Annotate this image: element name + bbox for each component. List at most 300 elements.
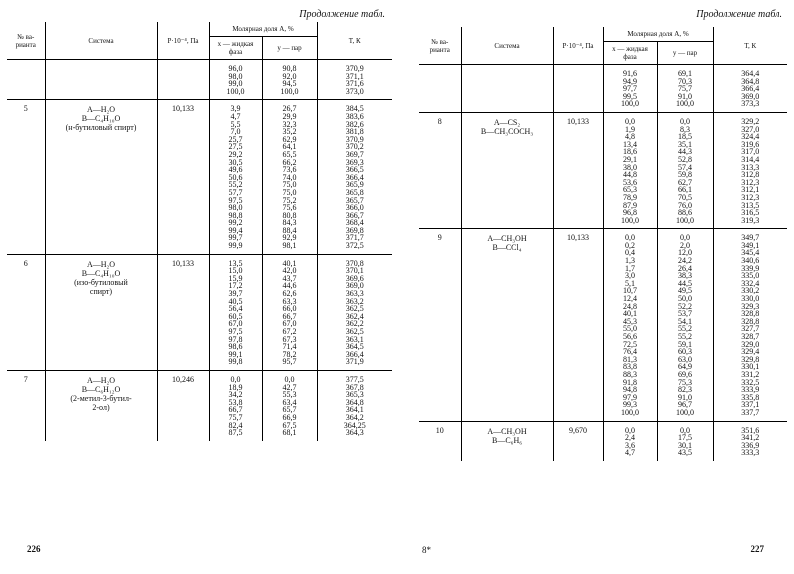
vapor-fraction-value: 67,0: [282, 319, 297, 329]
vapor-fraction-value: 66,7: [282, 311, 297, 321]
vapor-fraction-value: 95,7: [282, 357, 297, 367]
temperature-value: 365,3: [345, 390, 364, 400]
liquid-fraction-value: 97,9: [623, 392, 637, 402]
table-row: [7, 254, 392, 370]
header-pressure: P·10⁻⁴, Па: [157, 22, 209, 60]
vapor-fraction-value: 44,3: [678, 147, 692, 157]
liquid-fraction-value: 0,0: [625, 233, 635, 243]
temperature-value: 341,2: [741, 433, 760, 443]
vapor-fraction-value: 100,0: [676, 215, 694, 225]
liquid-fraction-value: 29,1: [623, 154, 637, 164]
temperature-value: 362,4: [345, 311, 364, 321]
liquid-fraction-value: 29,2: [228, 149, 243, 159]
system-line: 2-ол): [92, 402, 110, 412]
liquid-fraction-value: 1,7: [625, 263, 635, 273]
temperature-value: 369,0: [345, 281, 364, 291]
vapor-fraction-value: 75,0: [282, 187, 297, 197]
liquid-fraction-value: 53,6: [623, 177, 637, 187]
temperature-value: 362,5: [345, 327, 364, 336]
temperature-value: 314,4: [741, 154, 760, 164]
temperature-column: [317, 60, 392, 100]
system-cell: [45, 100, 157, 254]
variant-number: 5: [23, 104, 28, 114]
liquid-fraction-value: 0,0: [625, 425, 635, 435]
vapor-fraction-value: 73,6: [282, 165, 297, 175]
temperature-value: 319,6: [741, 139, 760, 149]
temperature-value: 363,1: [345, 334, 364, 344]
liquid-fraction-value: 78,9: [623, 192, 637, 202]
temperature-value: 372,5: [345, 241, 364, 251]
temperature-value: 364,2: [345, 412, 364, 422]
liquid-fraction-value: 53,8: [228, 397, 243, 407]
liquid-fraction-value: 3,0: [625, 271, 635, 281]
temperature-value: 362,5: [345, 304, 364, 314]
vapor-fraction-value: 100,0: [676, 407, 694, 417]
temperature-column: [317, 370, 392, 440]
liquid-fraction-column: [603, 421, 657, 461]
system-cell: [45, 254, 157, 370]
temperature-value: 329,8: [741, 354, 760, 364]
variant-number: 6: [23, 258, 28, 268]
liquid-fraction-value: 1,9: [625, 124, 635, 134]
temperature-value: 369,8: [345, 225, 364, 235]
temperature-column: [713, 65, 787, 113]
temperature-value: 364,8: [741, 76, 760, 86]
table-row: [7, 370, 392, 440]
vapor-fraction-value: 76,0: [678, 200, 692, 210]
vapor-fraction-value: 66,2: [282, 157, 297, 167]
temperature-value: 366,0: [345, 203, 364, 213]
liquid-fraction-value: 99,3: [623, 400, 637, 410]
vapor-fraction-value: 26,7: [282, 104, 297, 114]
liquid-fraction-value: 5,1: [625, 278, 635, 288]
temperature-value: 349,1: [741, 240, 760, 250]
vapor-fraction-value: 60,3: [678, 347, 692, 357]
liquid-fraction-value: 34,2: [228, 390, 243, 400]
vapor-fraction-column: [262, 370, 317, 440]
temperature-value: 365,8: [345, 187, 364, 197]
liquid-fraction-value: 81,3: [623, 354, 637, 364]
vapor-fraction-value: 12,0: [678, 248, 692, 258]
temperature-value: 335,8: [741, 392, 760, 402]
vapor-fraction-column: [657, 112, 713, 228]
temperature-value: 370,9: [345, 134, 364, 144]
vapor-fraction-value: 24,2: [678, 256, 692, 266]
liquid-fraction-value: 67,0: [228, 319, 243, 329]
temperature-value: 330,1: [741, 362, 760, 372]
system-line: B—C₆H₆: [491, 435, 523, 445]
variant-number: [7, 60, 45, 100]
liquid-fraction-column: [603, 65, 657, 113]
variant-number: 8: [437, 116, 442, 126]
vapor-fraction-value: 94,5: [282, 79, 297, 89]
vapor-fraction-value: 42,0: [282, 266, 297, 276]
liquid-fraction-value: 4,8: [625, 132, 635, 142]
variant-number: 10: [435, 425, 444, 435]
vapor-fraction-value: 82,3: [678, 385, 692, 395]
liquid-fraction-value: 0,2: [625, 240, 635, 250]
temperature-value: 337,1: [741, 400, 760, 410]
temperature-value: 312,1: [741, 185, 760, 195]
temperature-value: 366,4: [345, 172, 364, 182]
liquid-fraction-value: 3,9: [230, 104, 241, 114]
vapor-fraction-column: [657, 421, 713, 461]
temperature-value: 364,4: [741, 69, 760, 78]
temperature-value: 373,0: [345, 86, 364, 96]
vapor-fraction-value: 30,1: [678, 440, 692, 450]
temperature-value: 365,7: [345, 195, 364, 205]
variant-number: [419, 65, 461, 113]
vapor-fraction-value: 52,8: [678, 154, 692, 164]
vapor-fraction-value: 55,2: [678, 324, 692, 334]
vapor-fraction-value: 69,6: [678, 369, 692, 379]
temperature-value: 312,8: [741, 170, 760, 180]
temperature-value: 369,6: [345, 273, 364, 283]
liquid-fraction-value: 99,5: [623, 91, 637, 101]
temperature-value: 333,3: [741, 448, 760, 458]
temperature-value: 370,2: [345, 142, 364, 152]
vapor-fraction-value: 53,7: [678, 309, 692, 319]
temperature-value: 336,9: [741, 440, 760, 450]
vapor-fraction-value: 66,9: [282, 412, 297, 422]
vapor-fraction-value: 75,6: [282, 203, 297, 213]
vapor-fraction-value: 92,9: [282, 233, 297, 243]
vapor-fraction-value: 67,3: [282, 334, 297, 344]
pressure-value: 10,133: [553, 229, 603, 421]
temperature-value: 312,3: [741, 192, 760, 202]
liquid-fraction-value: 30,5: [228, 157, 243, 167]
temperature-value: 370,9: [345, 64, 364, 73]
temperature-value: 328,8: [741, 309, 760, 319]
system-line: (н-бутиловый спирт): [65, 123, 137, 133]
temperature-value: 364,5: [345, 342, 364, 352]
liquid-fraction-value: 99,4: [228, 225, 243, 235]
vapor-fraction-value: 92,0: [282, 71, 297, 81]
liquid-fraction-value: 18,6: [623, 147, 637, 157]
pressure-value: 9,670: [553, 421, 603, 461]
liquid-fraction-value: 100,0: [226, 86, 245, 96]
variant-number: 9: [437, 233, 442, 243]
vapor-fraction-value: 54,1: [678, 316, 692, 326]
liquid-fraction-value: 0,0: [230, 374, 241, 384]
vapor-fraction-value: 96,7: [678, 400, 692, 410]
header-vapor: y — пар: [262, 37, 317, 60]
liquid-fraction-column: [209, 100, 262, 254]
system-line: спирт): [89, 286, 113, 296]
system-line: A—H₂O: [86, 259, 116, 269]
liquid-fraction-column: [209, 370, 262, 440]
vapor-fraction-value: 78,2: [282, 349, 297, 359]
liquid-fraction-value: 38,0: [623, 162, 637, 172]
vapor-fraction-value: 88,4: [282, 225, 297, 235]
temperature-value: 371,1: [345, 71, 364, 81]
liquid-fraction-value: 18,9: [228, 382, 243, 392]
header-system: Система: [45, 22, 157, 60]
temperature-value: 364,25: [343, 420, 366, 430]
liquid-fraction-value: 98,6: [228, 342, 243, 352]
vapor-fraction-value: 69,1: [678, 69, 692, 78]
temperature-value: 366,7: [345, 210, 364, 220]
table-row: [419, 112, 787, 228]
header-variant: № ва- рианта: [7, 22, 45, 60]
temperature-column: [713, 112, 787, 228]
vapor-fraction-value: 70,5: [678, 192, 692, 202]
liquid-fraction-value: 40,1: [623, 309, 637, 319]
system-cell: [461, 65, 553, 113]
temperature-column: [713, 421, 787, 461]
vapor-fraction-value: 100,0: [676, 99, 694, 109]
liquid-fraction-value: 17,2: [228, 281, 243, 291]
vapor-fraction-value: 68,1: [282, 428, 297, 438]
liquid-fraction-value: 99,0: [228, 79, 243, 89]
temperature-value: 373,3: [741, 99, 760, 109]
liquid-fraction-value: 1,3: [625, 256, 635, 266]
vapor-fraction-column: [262, 100, 317, 254]
vapor-fraction-value: 29,9: [282, 111, 297, 121]
liquid-fraction-value: 55,0: [623, 324, 637, 334]
temperature-value: 383,6: [345, 111, 364, 121]
temperature-value: 327,7: [741, 324, 760, 334]
vapor-fraction-value: 70,3: [678, 76, 692, 86]
vapor-fraction-value: 63,3: [282, 296, 297, 306]
temperature-value: 329,2: [741, 116, 760, 126]
vapor-fraction-value: 62,9: [282, 134, 297, 144]
temperature-value: 319,3: [741, 215, 760, 225]
liquid-fraction-value: 82,4: [228, 420, 243, 430]
vle-table: [7, 22, 392, 441]
temperature-value: 331,2: [741, 369, 760, 379]
vapor-fraction-column: [262, 254, 317, 370]
vapor-fraction-value: 65,5: [282, 149, 297, 159]
header-temp: T, К: [317, 22, 392, 60]
vapor-fraction-value: 35,2: [282, 127, 297, 137]
temperature-value: 377,5: [345, 374, 364, 384]
temperature-column: [317, 100, 392, 254]
liquid-fraction-value: 50,6: [228, 172, 243, 182]
system-line: B—C₄H₁₀O: [81, 114, 121, 124]
vapor-fraction-value: 38,3: [678, 271, 692, 281]
temperature-value: 364,3: [345, 428, 364, 438]
vapor-fraction-value: 44,6: [282, 281, 297, 291]
liquid-fraction-value: 96,0: [228, 64, 243, 73]
vapor-fraction-value: 66,1: [678, 185, 692, 195]
temperature-value: 382,6: [345, 119, 364, 129]
temperature-value: 324,4: [741, 132, 760, 142]
vapor-fraction-value: 75,7: [678, 84, 692, 94]
vapor-fraction-value: 63,0: [678, 354, 692, 364]
vapor-fraction-value: 98,1: [282, 241, 297, 251]
pressure-value: 10,133: [157, 100, 209, 254]
liquid-fraction-column: [209, 60, 262, 100]
liquid-fraction-value: 97,5: [228, 195, 243, 205]
liquid-fraction-value: 4,7: [625, 448, 635, 458]
temperature-value: 333,9: [741, 385, 760, 395]
temperature-value: 371,7: [345, 233, 364, 243]
vapor-fraction-value: 75,0: [282, 180, 297, 190]
liquid-fraction-column: [603, 229, 657, 421]
temperature-value: 365,9: [345, 180, 364, 190]
vapor-fraction-value: 0,0: [680, 233, 690, 243]
liquid-fraction-value: 10,7: [623, 286, 637, 296]
liquid-fraction-value: 100,0: [621, 407, 639, 417]
temperature-column: [317, 254, 392, 370]
vapor-fraction-value: 75,3: [678, 377, 692, 387]
liquid-fraction-value: 3,6: [625, 440, 635, 450]
temperature-value: 313,3: [741, 162, 760, 172]
vapor-fraction-value: 90,8: [282, 64, 297, 73]
temperature-value: 328,7: [741, 332, 760, 341]
temperature-value: 381,8: [345, 127, 364, 137]
liquid-fraction-value: 94,9: [623, 76, 637, 86]
temperature-value: 332,4: [741, 278, 760, 288]
table-row: [419, 229, 787, 421]
vapor-fraction-value: 91,0: [678, 392, 692, 402]
vapor-fraction-value: 74,0: [282, 172, 297, 182]
liquid-fraction-value: 15,9: [228, 273, 243, 283]
liquid-fraction-value: 75,7: [228, 412, 243, 422]
temperature-value: 369,3: [345, 157, 364, 167]
temperature-value: 366,5: [345, 165, 364, 175]
system-line: A—H₂O: [86, 375, 116, 385]
pressure-value: 10,133: [553, 112, 603, 228]
liquid-fraction-column: [603, 112, 657, 228]
vapor-fraction-value: 55,2: [678, 332, 692, 341]
liquid-fraction-value: 0,0: [625, 116, 635, 126]
liquid-fraction-value: 66,7: [228, 405, 243, 415]
header-variant: № ва- рианта: [419, 27, 461, 65]
vle-table: [419, 27, 787, 461]
liquid-fraction-value: 97,7: [623, 84, 637, 94]
temperature-value: 364,8: [345, 397, 364, 407]
continuation-label: Продолжение табл.: [696, 9, 782, 20]
liquid-fraction-value: 55,2: [228, 180, 243, 190]
vapor-fraction-value: 2,0: [680, 240, 690, 250]
temperature-value: 362,2: [345, 319, 364, 329]
liquid-fraction-value: 98,0: [228, 71, 243, 81]
temperature-value: 369,7: [345, 149, 364, 159]
vapor-fraction-value: 26,4: [678, 263, 692, 273]
system-cell: [461, 421, 553, 461]
temperature-value: 370,8: [345, 258, 364, 268]
temperature-value: 368,4: [345, 218, 364, 228]
liquid-fraction-value: 98,0: [228, 203, 243, 213]
liquid-fraction-value: 40,5: [228, 296, 243, 306]
signature-mark: 8*: [422, 545, 431, 555]
liquid-fraction-value: 4,7: [230, 111, 241, 121]
temperature-value: 327,0: [741, 124, 760, 134]
pressure-value: [157, 60, 209, 100]
system-line: B—C₆H₁₂O: [81, 384, 121, 394]
system-line: B—CH₃COCH₃: [480, 126, 534, 136]
vapor-fraction-value: 0,0: [680, 116, 690, 126]
liquid-fraction-value: 97,5: [228, 327, 243, 336]
vapor-fraction-value: 59,8: [678, 170, 692, 180]
temperature-value: 369,0: [741, 91, 760, 101]
header-liquid: x — жидкая фаза: [603, 42, 657, 65]
pressure-value: 10,133: [157, 254, 209, 370]
system-line: A—H₂O: [86, 105, 116, 115]
vapor-fraction-value: 55,3: [282, 390, 297, 400]
temperature-value: 370,1: [345, 266, 364, 276]
liquid-fraction-value: 99,2: [228, 218, 243, 228]
temperature-value: 330,0: [741, 294, 760, 304]
right-page: [397, 0, 794, 574]
system-cell: [461, 229, 553, 421]
temperature-value: 329,3: [741, 301, 760, 311]
vapor-fraction-value: 57,4: [678, 162, 692, 172]
system-line: (изо-бутиловый: [74, 277, 128, 287]
vapor-fraction-value: 67,2: [282, 327, 297, 336]
temperature-value: 330,2: [741, 286, 760, 296]
temperature-value: 363,2: [345, 296, 364, 306]
temperature-value: 313,5: [741, 200, 760, 210]
temperature-value: 316,5: [741, 208, 760, 218]
vapor-fraction-value: 62,6: [282, 289, 297, 299]
temperature-value: 329,0: [741, 339, 760, 349]
system-cell: [45, 370, 157, 440]
temperature-value: 312,3: [741, 177, 760, 187]
header-vapor: y — пар: [657, 42, 713, 65]
liquid-fraction-value: 57,7: [228, 187, 243, 197]
liquid-fraction-value: 25,7: [228, 134, 243, 144]
liquid-fraction-value: 99,9: [228, 241, 243, 251]
vapor-fraction-column: [262, 60, 317, 100]
temperature-value: 317,0: [741, 147, 760, 157]
vapor-fraction-value: 66,0: [282, 304, 297, 314]
vapor-fraction-value: 100,0: [280, 86, 299, 96]
liquid-fraction-value: 24,8: [623, 301, 637, 311]
liquid-fraction-value: 5,5: [230, 119, 241, 129]
liquid-fraction-value: 49,6: [228, 165, 243, 175]
table-row: [7, 100, 392, 254]
liquid-fraction-column: [209, 254, 262, 370]
liquid-fraction-value: 97,8: [228, 334, 243, 344]
liquid-fraction-value: 88,3: [623, 369, 637, 379]
temperature-value: 329,4: [741, 347, 760, 357]
liquid-fraction-value: 13,4: [623, 139, 637, 149]
vapor-fraction-value: 0,0: [680, 425, 690, 435]
liquid-fraction-value: 13,5: [228, 258, 243, 268]
temperature-value: 328,8: [741, 316, 760, 326]
system-line: A—CH₃OH: [487, 234, 527, 244]
system-line: A—CH₃OH: [487, 426, 527, 436]
system-cell: [45, 60, 157, 100]
header-liquid: x — жидкая фаза: [209, 37, 262, 60]
header-temp: T, К: [713, 27, 787, 65]
liquid-fraction-value: 100,0: [621, 99, 639, 109]
vapor-fraction-column: [657, 229, 713, 421]
liquid-fraction-value: 96,8: [623, 208, 637, 218]
liquid-fraction-value: 7,0: [230, 127, 241, 137]
vapor-fraction-value: 88,6: [678, 208, 692, 218]
vapor-fraction-value: 75,2: [282, 195, 297, 205]
liquid-fraction-value: 44,8: [623, 170, 637, 180]
liquid-fraction-value: 76,4: [623, 347, 637, 357]
vapor-fraction-value: 43,5: [678, 448, 692, 458]
temperature-value: 363,3: [345, 289, 364, 299]
system-line: B—CCl₄: [492, 243, 522, 253]
liquid-fraction-value: 72,5: [623, 339, 637, 349]
temperature-value: 332,5: [741, 377, 760, 387]
liquid-fraction-value: 83,8: [623, 362, 637, 372]
vapor-fraction-value: 64,9: [678, 362, 692, 372]
system-line: (2-метил-3-бутил-: [70, 393, 132, 403]
system-line: B—C₄H₁₀O: [81, 268, 121, 278]
vapor-fraction-value: 42,7: [282, 382, 297, 392]
vapor-fraction-value: 44,5: [678, 278, 692, 288]
liquid-fraction-value: 39,7: [228, 289, 243, 299]
temperature-value: 371,6: [345, 79, 364, 89]
